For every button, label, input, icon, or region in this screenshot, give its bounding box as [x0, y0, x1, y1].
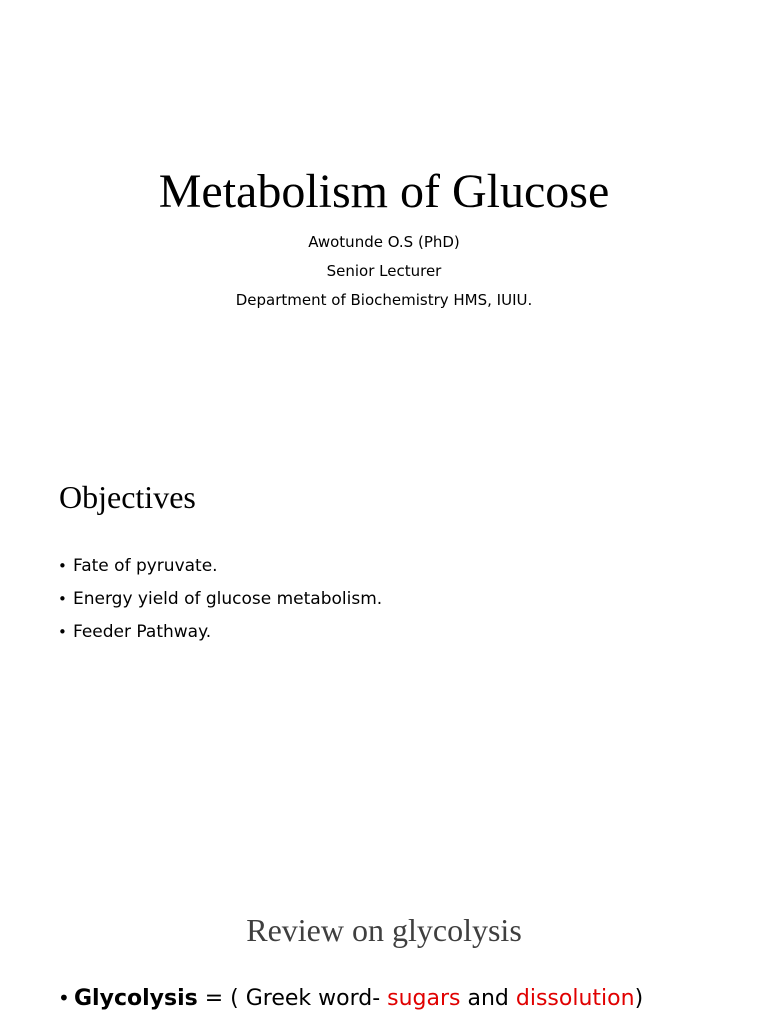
review-heading: Review on glycolysis	[246, 912, 522, 948]
bullet-icon: •	[58, 986, 70, 1010]
list-item	[58, 550, 382, 583]
definition-text-middle: and	[460, 986, 516, 1011]
definition-text-before: = ( Greek word-	[197, 986, 388, 1011]
author-name: Awotunde O.S (PhD)	[308, 233, 460, 251]
list-item	[58, 616, 382, 649]
list-item	[58, 583, 382, 616]
glycolysis-slide	[0, 870, 768, 1024]
subtitle-block	[0, 228, 768, 315]
objectives-list	[58, 550, 382, 649]
slide-title: Metabolism of Glucose	[158, 165, 610, 218]
list-item-text: Feeder Pathway.	[73, 622, 212, 642]
bullet-icon: •	[58, 557, 67, 575]
bullet-icon: •	[58, 590, 67, 608]
author-department: Department of Biochemistry HMS, IUIU.	[235, 291, 533, 309]
definition-term: Glycolysis	[74, 986, 198, 1011]
glycolysis-definition	[58, 983, 643, 1014]
bullet-icon: •	[58, 623, 67, 641]
highlight-word-dissolution: dissolution	[515, 986, 635, 1011]
highlight-word-sugars: sugars	[387, 986, 461, 1011]
list-item-text: Fate of pyruvate.	[73, 556, 218, 576]
objectives-slide	[0, 440, 768, 860]
author-position: Senior Lecturer	[326, 262, 442, 280]
title-slide	[0, 0, 768, 430]
definition-text-after: )	[634, 986, 644, 1011]
list-item-text: Energy yield of glucose metabolism.	[73, 589, 383, 609]
objectives-heading: Objectives	[59, 479, 196, 515]
